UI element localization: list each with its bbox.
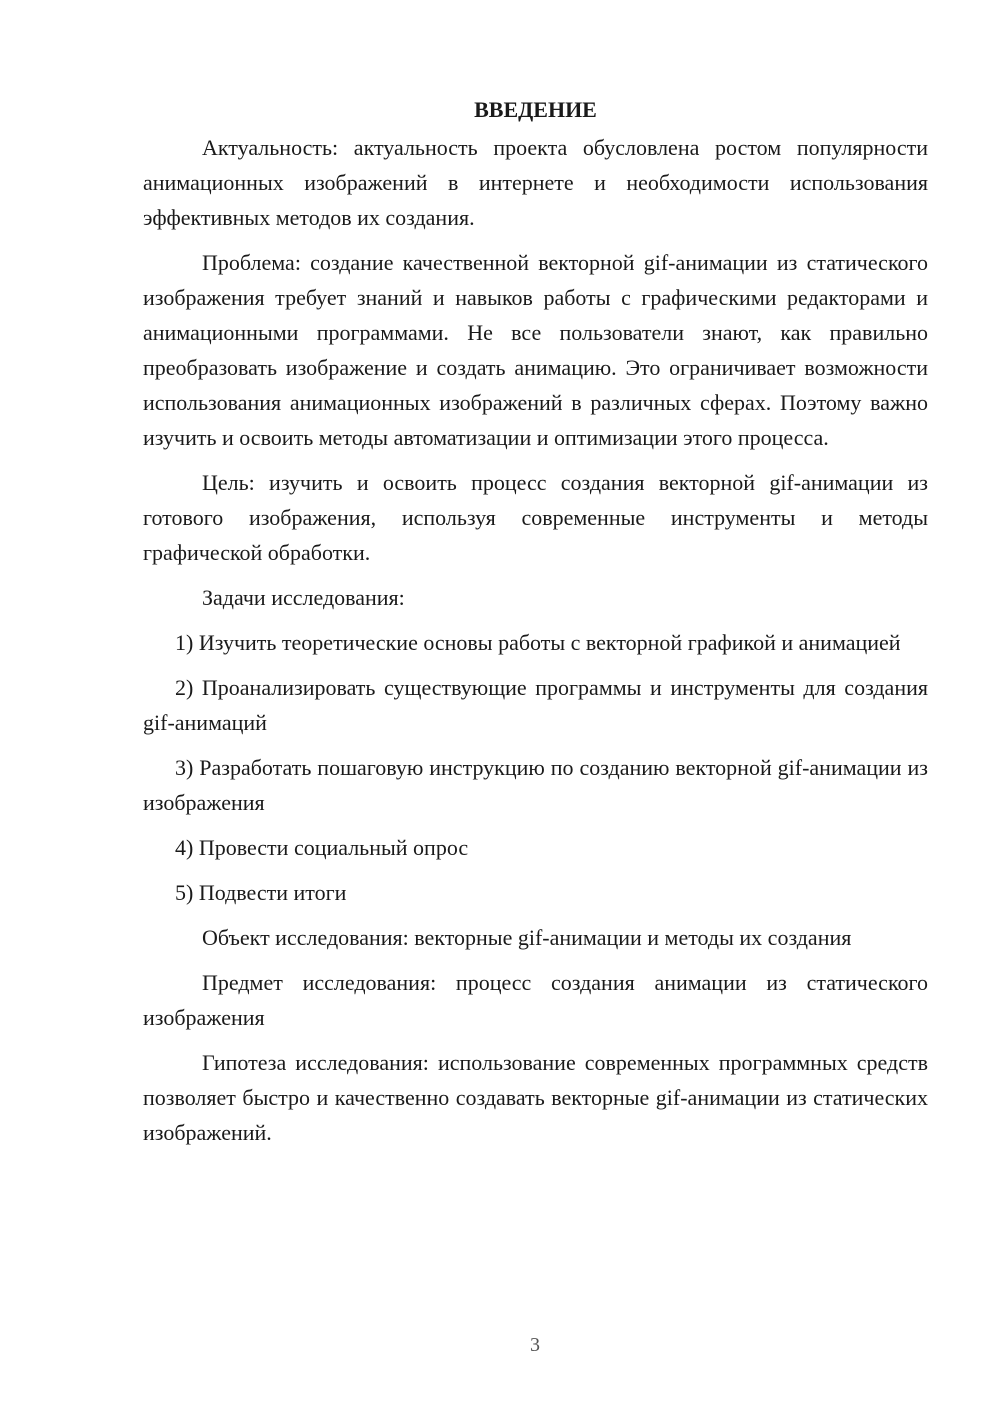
tasks-heading: Задачи исследования: [202, 585, 405, 610]
object-paragraph: Объект исследования: векторные gif-анимации и методы их создания [202, 925, 852, 950]
section-title: ВВЕДЕНИЕ [474, 97, 597, 122]
task-item-2: 2) Проанализировать существующие программы и инструменты для создания gif-анимаций [143, 675, 928, 735]
problem-paragraph: Проблема: создание качественной векторной gif-анимации из статического изображения требует знаний и навыков работы с графическими редакторами и анимационными программами. Не все пользователи знают, как правильно преобразовать изображение и создать анимацию. Это ограничивает возможности использования анимационных изображений в различных сферах. Поэтому важно изучить и освоить методы автоматизации и оптимизации этого процесса. [143, 250, 928, 450]
page-number: 3 [530, 1334, 540, 1356]
task-item-4: 4) Провести социальный опрос [175, 835, 469, 860]
hypothesis-paragraph: Гипотеза исследования: использование современных программных средств позволяет быстро и качественно создавать векторные gif-анимации из статических изображений. [143, 1050, 928, 1145]
task-item-1: 1) Изучить теоретические основы работы с векторной графикой и анимацией [175, 630, 901, 655]
page-content [143, 92, 928, 1160]
subject-paragraph: Предмет исследования: процесс создания анимации из статического изображения [143, 970, 928, 1030]
task-item-5: 5) Подвести итоги [175, 880, 347, 905]
relevance-paragraph: Актуальность: актуальность проекта обусловлена ростом популярности анимационных изображений в интернете и необходимости использования эффективных методов их создания. [143, 135, 928, 230]
task-item-3: 3) Разработать пошаговую инструкцию по созданию векторной gif-анимации из изображения [143, 755, 928, 815]
goal-paragraph: Цель: изучить и освоить процесс создания векторной gif-анимации из готового изображения, используя современные инструменты и методы графической обработки. [143, 470, 928, 565]
